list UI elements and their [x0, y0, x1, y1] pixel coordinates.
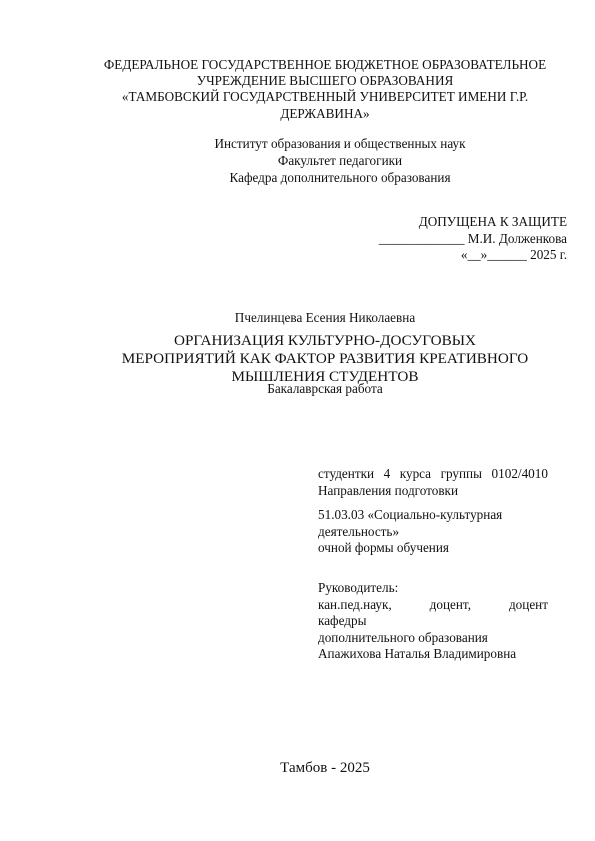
institution-line: УЧРЕЖДЕНИЕ ВЫСШЕГО ОБРАЗОВАНИЯ: [196, 73, 454, 89]
thesis-title-line: МЫШЛЕНИЯ СТУДЕНТОВ: [231, 368, 419, 385]
institution-line: ДЕРЖАВИНА»: [280, 105, 370, 121]
approval-signature: _____________ М.И. Долженкова: [378, 230, 567, 246]
direction-name: деятельность»: [318, 523, 400, 539]
thesis-title: [70, 332, 580, 386]
supervisor-degree-word: доцент: [508, 596, 548, 612]
institution-line: ФЕДЕРАЛЬНОЕ ГОСУДАРСТВЕННОЕ БЮДЖЕТНОЕ ОБРАЗОВАТЕЛЬНОЕ: [103, 57, 547, 72]
approval-block: [379, 214, 567, 264]
faculty-name: Факультет педагогики: [277, 152, 403, 168]
thesis-title-line: МЕРОПРИЯТИЙ КАК ФАКТОР РАЗВИТИЯ КРЕАТИВНОГО: [121, 350, 529, 367]
student-word: группы: [440, 466, 482, 481]
institute-name: Институт образования и общественных наук: [214, 136, 466, 151]
supervisor-block: [318, 580, 548, 663]
supervisor-name: Апажихова Наталья Владимировна: [318, 646, 517, 661]
author-name: Пчелинцева Есения Николаевна: [234, 310, 416, 325]
student-info: [318, 466, 548, 499]
supervisor-degree-line: [318, 597, 548, 614]
student-word: курса: [399, 466, 432, 481]
supervisor-degree-word: кан.пед.наук,: [318, 596, 392, 612]
supervisor-degree-word: доцент,: [429, 596, 471, 612]
chair-name: Кафедра дополнительного образования: [229, 169, 451, 185]
study-form: очной формы обучения: [318, 540, 449, 555]
student-word: 0102/4010: [491, 466, 548, 481]
institution-header: [70, 57, 580, 122]
approval-title: ДОПУЩЕНА К ЗАЩИТЕ: [418, 214, 567, 229]
supervisor-chair-word: кафедры: [318, 613, 367, 628]
institution-line: «ТАМБОВСКИЙ ГОСУДАРСТВЕННЫЙ УНИВЕРСИТЕТ ИМЕНИ Г.Р.: [121, 89, 529, 105]
thesis-title-line: ОРГАНИЗАЦИЯ КУЛЬТУРНО-ДОСУГОВЫХ: [173, 332, 476, 349]
student-word: студентки: [318, 466, 375, 481]
direction-code: 51.03.03 «Социально-культурная: [318, 507, 503, 522]
student-group-line: [318, 466, 548, 483]
direction-label: Направления подготовки: [318, 482, 459, 498]
student-word: 4: [383, 466, 391, 481]
supervisor-chair-name: дополнительного образования: [318, 629, 488, 645]
supervisor-label: Руководитель:: [318, 580, 399, 595]
approval-date: «__»______ 2025 г.: [460, 247, 567, 262]
work-type: Бакалаврская работа: [267, 381, 383, 396]
direction-block: [318, 507, 548, 557]
department-block: [150, 136, 530, 186]
city-year: Тамбов - 2025: [280, 760, 370, 776]
